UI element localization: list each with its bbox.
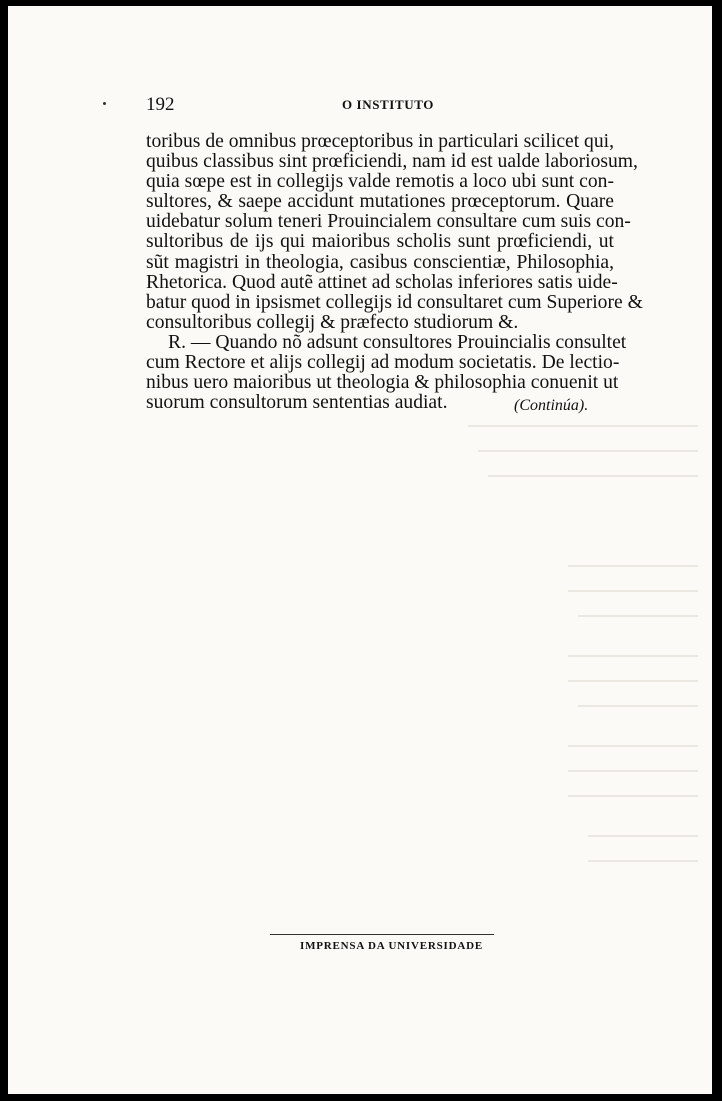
book-page: [8, 6, 712, 1094]
text-line: toribus de omnibus prœceptoribus in particulari scilicet qui,: [146, 131, 614, 152]
running-head: O INSTITUTO: [342, 97, 434, 112]
text-line: quibus classibus sint prœficiendi, nam id est ualde laboriosum,: [146, 151, 638, 173]
body-text: [146, 131, 643, 414]
text-line: R. — Quando nõ adsunt consultores Prouincialis consultet: [168, 331, 627, 353]
text-line: suorum consultorum sententias audiat.: [146, 392, 448, 414]
imprint-line: IMPRENSA DA UNIVERSIDADE: [300, 940, 484, 952]
page-number: 192: [146, 94, 175, 115]
continuation-note: (Continúa).: [514, 397, 589, 414]
text-line: uidebatur solum teneri Prouincialem consultare cum suis con-: [146, 211, 631, 233]
margin-dot: [103, 102, 106, 105]
text-line: sũt magistri in theologia, casibus conscientiæ, Philosophia,: [146, 251, 614, 273]
text-line: Rhetorica. Quod autẽ attinet ad scholas inferiores satis uide-: [146, 271, 618, 293]
text-line: cum Rectore et alijs collegij ad modum societatis. De lectio-: [146, 352, 620, 374]
text-line: consultoribus collegij & præfecto studiorum &.: [146, 311, 519, 333]
page-header: [146, 94, 451, 118]
text-line: nibus uero maioribus ut theologia & philosophia conuenit ut: [146, 372, 619, 394]
text-line: quia sœpe est in collegijs valde remotis a loco ubi sunt con-: [146, 171, 614, 193]
text-line: sultoribus de ijs qui maioribus scholis sunt prœficiendi, ut: [146, 231, 614, 253]
text-line: batur quod in ipsismet collegijs id consultaret cum Superiore &: [146, 291, 643, 313]
text-line: sultores, & saepe accidunt mutationes prœceptorum. Quare: [146, 191, 614, 213]
footer-rule: [270, 934, 494, 935]
